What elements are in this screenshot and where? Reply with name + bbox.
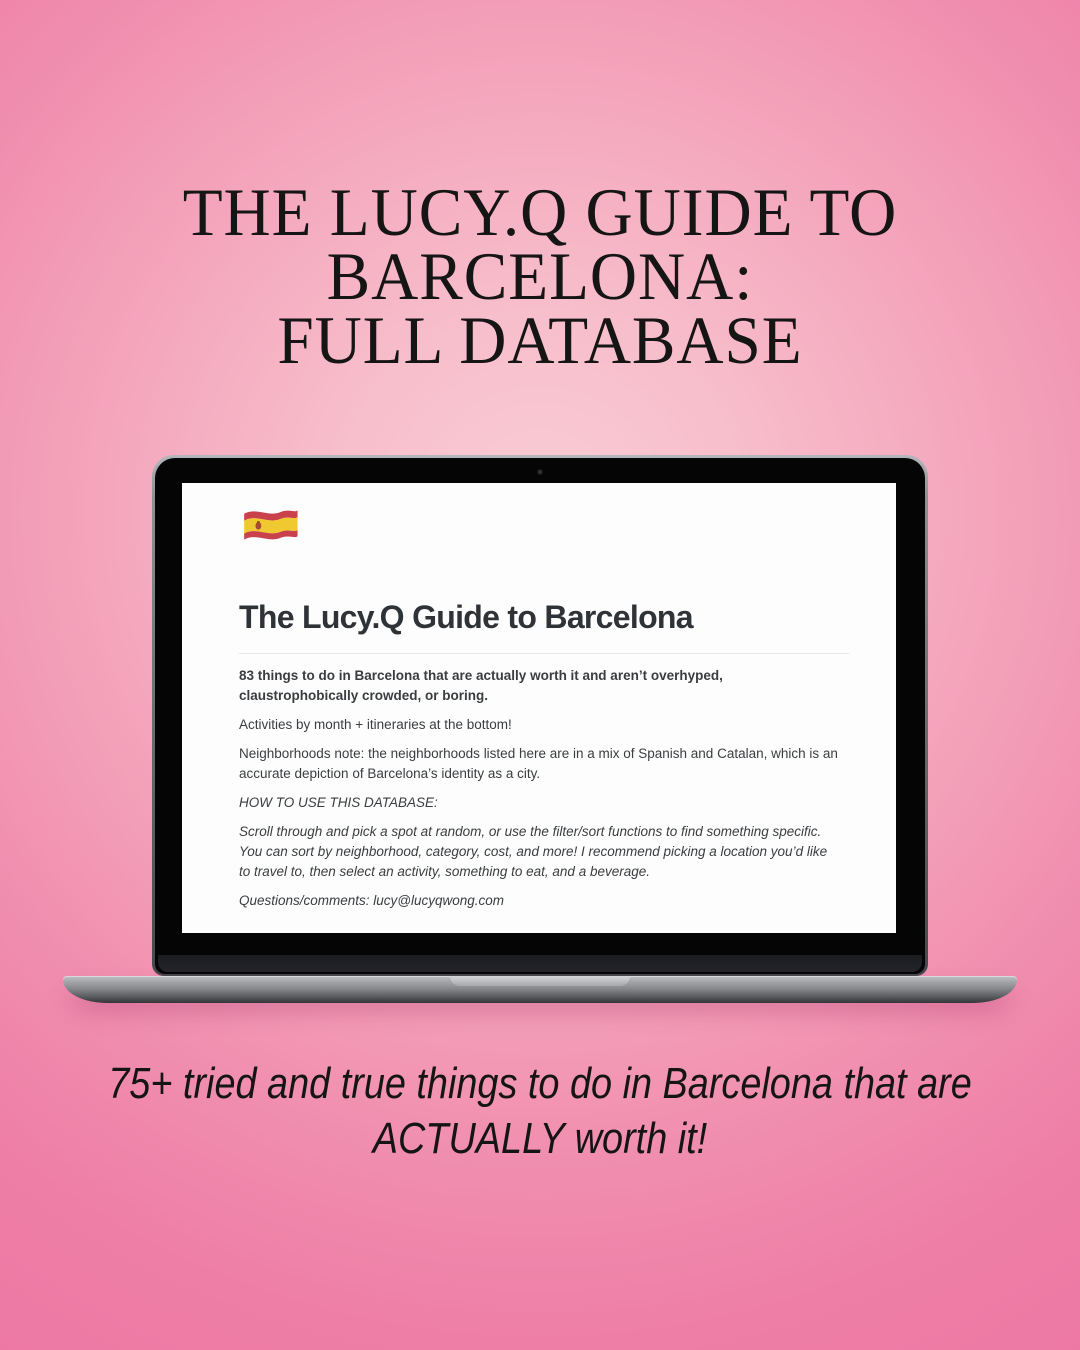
divider <box>239 653 849 654</box>
laptop-bezel <box>155 458 925 974</box>
doc-paragraph-activities: Activities by month + itineraries at the bottom! <box>239 717 512 732</box>
page-title-line-1: THE LUCY.Q GUIDE TO <box>182 174 898 250</box>
webcam-icon <box>537 469 543 475</box>
laptop-lid-notch <box>450 976 630 986</box>
doc-paragraph-contact: Questions/comments: lucy@lucyqwong.com <box>239 893 505 908</box>
laptop-screen-document <box>182 483 896 933</box>
laptop-base <box>63 976 1017 1003</box>
doc-paragraph-neighborhoods: Neighborhoods note: the neighborhoods listed here are in a mix of Spanish and Catalan, which is an accurate depiction of Barcelona’s identity as a city. <box>239 746 838 781</box>
spain-flag-icon <box>239 505 301 545</box>
bottom-caption: 75+ tried and true things to do in Barcelona that are ACTUALLY worth it! <box>108 1059 972 1163</box>
page-title-line-2: BARCELONA: <box>326 238 754 314</box>
doc-paragraph-howto-heading: HOW TO USE THIS DATABASE: <box>239 795 438 810</box>
doc-paragraph-howto-body: Scroll through and pick a spot at random, or use the filter/sort functions to find something specific. You can sort by neighborhood, category, cost, and more! I recommend picking a location you’d like to travel to, then select an activity, something to eat, and a beverage. <box>239 824 828 879</box>
page-title <box>22 174 1059 378</box>
laptop-lid <box>152 455 928 976</box>
doc-paragraph-intro: 83 things to do in Barcelona that are actually worth it and aren’t overhyped, claustrophobically crowded, or boring. <box>239 668 723 703</box>
laptop-hinge <box>158 955 922 972</box>
bottom-caption-wrap <box>0 1056 1080 1166</box>
document-heading: The Lucy.Q Guide to Barcelona <box>239 599 693 635</box>
page-title-line-3: FULL DATABASE <box>277 302 803 378</box>
